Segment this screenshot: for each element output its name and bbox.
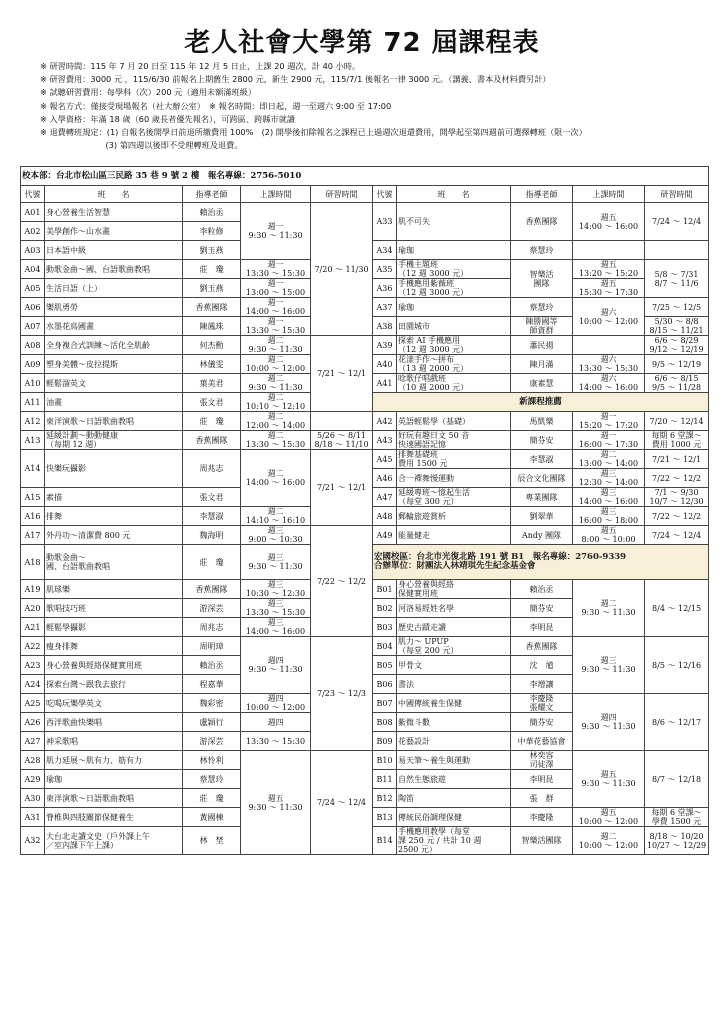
- table-cell: 唸歌仔唱戲班 （10 週 2000 元）: [397, 374, 511, 393]
- table-cell: B08: [373, 713, 397, 732]
- table-cell: B04: [373, 637, 397, 656]
- table-cell: 郵輪旅遊賞析: [397, 507, 511, 526]
- table-cell: 週一 14:00 ～ 16:00: [241, 298, 311, 317]
- table-cell: A27: [21, 732, 45, 751]
- table-cell: A42: [373, 412, 397, 431]
- table-cell: A29: [21, 770, 45, 789]
- table-cell: 週三 9:30 ～ 11:30: [241, 545, 311, 580]
- table-cell: 張文君: [183, 488, 241, 507]
- table-cell: 週二 10:10 ～ 12:10: [241, 393, 311, 412]
- table-cell: 動歌金曲～國、台語歌曲教唱: [45, 260, 183, 279]
- table-cell: A36: [373, 279, 397, 298]
- table-cell: 花漾手作～拼布 （13 週 2000 元）: [397, 355, 511, 374]
- table-cell: 莊 瓊: [183, 260, 241, 279]
- table-cell: A04: [21, 260, 45, 279]
- note-line: ※ 試聽研習費用：每學科（次）200 元（適用未額滿班級）: [40, 87, 257, 98]
- table-cell: A19: [21, 580, 45, 599]
- table-cell: 何杰勳: [183, 336, 241, 355]
- table-cell: A23: [21, 656, 45, 675]
- table-cell: 週一 13:30 ～ 15:30: [241, 260, 311, 279]
- table-cell: 周兆志: [183, 450, 241, 488]
- table-cell: 週五 9:30 ～ 11:30: [241, 751, 311, 855]
- table-cell: 瘦身排舞: [45, 637, 183, 656]
- column-header: 代號: [373, 186, 397, 203]
- table-cell: 每期 6 堂課～ 學費 1500 元: [645, 808, 709, 827]
- table-cell: 週三 14:00 ～ 16:00: [573, 488, 645, 507]
- table-cell: 西洋歌曲快樂唱: [45, 713, 183, 732]
- table-cell: 7/24 ～ 12/4: [645, 526, 709, 545]
- table-cell: 週五 8:00 ～ 10:00: [573, 526, 645, 545]
- note-line: ※ 入學資格：年滿 18 歲（60 歲長者優先報名），可跨區、跨縣市就讀: [40, 113, 296, 124]
- table-cell: 香蕉團隊: [183, 298, 241, 317]
- column-header: 指導老師: [511, 186, 573, 203]
- table-cell: 週二 9:30 ～ 11:30: [241, 336, 311, 355]
- table-cell: 週五 10:00 ～ 12:00: [573, 808, 645, 827]
- table-cell: 香蕉團隊: [511, 637, 573, 656]
- table-cell: 週二 10:00 ～ 12:00: [573, 827, 645, 855]
- table-cell: 週四: [241, 713, 311, 732]
- table-cell: 張文君: [183, 393, 241, 412]
- table-cell: 13:30 ～ 15:30: [241, 732, 311, 751]
- table-cell: 油畫: [45, 393, 183, 412]
- table-cell: A40: [373, 355, 397, 374]
- table-cell: 週五 13:20 ～ 15:20: [573, 260, 645, 279]
- table-cell: 莊 瓊: [183, 545, 241, 580]
- table-cell: 週五 14:00 ～ 16:00: [573, 203, 645, 241]
- table-cell: 魏海明: [183, 526, 241, 545]
- table-cell: 蔡慧玲: [183, 770, 241, 789]
- table-cell: 瑜珈: [397, 298, 511, 317]
- table-cell: 中華花藝協會: [511, 732, 573, 751]
- table-cell: 神采歌唱: [45, 732, 183, 751]
- table-cell: 陳月滿: [511, 355, 573, 374]
- table-cell: 水墨花鳥國畫: [45, 317, 183, 336]
- table-cell: 週三 9:00 ～ 10:30: [241, 526, 311, 545]
- note-line: (3) 第四週以後即不受理轉班及退費。: [40, 140, 243, 151]
- column-header: 班 名: [45, 186, 183, 203]
- table-cell: 陳勝國等 師資群: [511, 317, 573, 336]
- table-cell: 蔡慧玲: [511, 298, 573, 317]
- table-cell: 康素慧: [511, 374, 573, 393]
- table-cell: A08: [21, 336, 45, 355]
- table-cell: 田園城市: [397, 317, 511, 336]
- table-cell: A14: [21, 450, 45, 488]
- table-cell: B03: [373, 618, 397, 637]
- table-cell: 週三 16:00 ～ 18:00: [573, 507, 645, 526]
- table-cell: Andy 團隊: [511, 526, 573, 545]
- table-cell: 手機應用教學（每堂 課 250 元 / 共計 10 週 2500 元）: [397, 827, 511, 855]
- table-cell: 好玩有趣日文 50 音 快速國語記憶: [397, 431, 511, 450]
- table-cell: 週二 9:30 ～ 11:30: [241, 374, 311, 393]
- table-cell: 5/8 ～ 7/31 8/7 ～ 11/6: [645, 260, 709, 298]
- table-cell: 7/21 ～ 12/1: [311, 450, 373, 526]
- new-course-banner: 新課程推薦: [373, 393, 709, 412]
- table-cell: [573, 336, 645, 355]
- table-cell: 週一 16:00 ～ 17:30: [573, 431, 645, 450]
- table-cell: 李粒修: [183, 222, 241, 241]
- table-cell: 週二 13:30 ～ 15:30: [241, 431, 311, 450]
- table-cell: 週二 12:00 ～ 14:00: [241, 412, 311, 431]
- table-cell: 外丹功～清潔費 800 元: [45, 526, 183, 545]
- table-cell: 劉玉燕: [183, 241, 241, 260]
- table-cell: B13: [373, 808, 397, 827]
- table-cell: 週一 9:30 ～ 11:30: [241, 203, 311, 260]
- table-cell: A25: [21, 694, 45, 713]
- table-cell: 7/22 ～ 12/2: [645, 507, 709, 526]
- column-header: 研習時間: [311, 186, 373, 203]
- table-cell: 東洋演歌～日語歌曲教唱: [45, 412, 183, 431]
- table-cell: 歌唱技巧班: [45, 599, 183, 618]
- page-title: 老人社會大學第 72 屆課程表: [184, 28, 540, 58]
- table-cell: 瑜珈: [45, 770, 183, 789]
- table-cell: 紫微斗數: [397, 713, 511, 732]
- table-cell: 週二 14:00 ～ 16:00: [241, 450, 311, 507]
- table-cell: 7/25 ～ 12/5: [645, 298, 709, 317]
- table-cell: A06: [21, 298, 45, 317]
- table-cell: 大台北走讀文史（戶外課上午 ／室內課下午上課）: [45, 827, 183, 855]
- campus-banner: 宏國校區：台北市光復北路 191 號 B1 報名專線：2760-9339 合辦單位：財團法人林靖琪先生紀念基金會: [373, 545, 709, 580]
- table-cell: 身心營養生活智慧: [45, 203, 183, 222]
- table-cell: 日本語中級: [45, 241, 183, 260]
- table-cell: 輕鬆溜英文: [45, 374, 183, 393]
- table-cell: B06: [373, 675, 397, 694]
- table-cell: 週五 15:30 ～ 17:30: [573, 279, 645, 298]
- table-cell: 歷史古蹟走讀: [397, 618, 511, 637]
- table-cell: 週四 9:30 ～ 11:30: [573, 694, 645, 751]
- table-cell: A13: [21, 431, 45, 450]
- table-row: [21, 186, 709, 203]
- table-cell: 7/20 ～ 11/30: [311, 203, 373, 336]
- table-cell: 簡芬安: [511, 431, 573, 450]
- table-cell: A26: [21, 713, 45, 732]
- table-cell: B14: [373, 827, 397, 855]
- table-cell: A41: [373, 374, 397, 393]
- table-cell: 脊椎與四肢關節保健養生: [45, 808, 183, 827]
- column-header: 班 名: [397, 186, 511, 203]
- table-cell: 智樂活團隊: [511, 827, 573, 855]
- table-cell: 劉玉燕: [183, 279, 241, 298]
- table-cell: 8/6 ～ 12/17: [645, 694, 709, 751]
- table-cell: 6/6 ～ 8/29 9/12 ～ 12/19: [645, 336, 709, 355]
- table-cell: 賴治丞: [183, 203, 241, 222]
- table-cell: B09: [373, 732, 397, 751]
- table-cell: 週六 13:30 ～ 15:30: [573, 355, 645, 374]
- table-cell: A17: [21, 526, 45, 545]
- table-cell: 8/7 ～ 12/18: [645, 751, 709, 808]
- table-cell: 英語輕鬆學（基礎）: [397, 412, 511, 431]
- table-cell: A39: [373, 336, 397, 355]
- table-cell: A31: [21, 808, 45, 827]
- note-line: ※ 研習時間：115 年 7 月 20 日至 115 年 12 月 5 日止，上課 20 週次，計 40 小時。: [40, 61, 361, 71]
- table-cell: 香蕉團隊: [183, 431, 241, 450]
- table-cell: 手機主題班 （12 週 3000 元）: [397, 260, 511, 279]
- table-cell: 香蕉團隊: [511, 203, 573, 241]
- table-cell: A05: [21, 279, 45, 298]
- table-cell: 游深芸: [183, 599, 241, 618]
- table-row: [21, 450, 709, 469]
- banner-main-campus: 校本部：台北市松山區三民路 35 巷 9 號 2 樓 報名專線：2756-5010: [21, 167, 709, 186]
- table-cell: A28: [21, 751, 45, 770]
- table-cell: 陳鳳珠: [183, 317, 241, 336]
- table-cell: 陶笛: [397, 789, 511, 808]
- table-cell: 自然生態旅遊: [397, 770, 511, 789]
- table-cell: A07: [21, 317, 45, 336]
- table-cell: 週三 12:30 ～ 14:00: [573, 469, 645, 488]
- table-cell: A33: [373, 203, 397, 241]
- table-cell: A48: [373, 507, 397, 526]
- table-cell: A30: [21, 789, 45, 808]
- table-cell: 林怜利: [183, 751, 241, 770]
- table-cell: 7/21 ～ 12/1: [311, 336, 373, 412]
- table-cell: 全身複合式訓練～活化全肌齡: [45, 336, 183, 355]
- table-cell: 週二 10:00 ～ 12:00: [241, 355, 311, 374]
- table-cell: 週三 9:30 ～ 11:30: [573, 637, 645, 694]
- table-row: [21, 336, 709, 355]
- table-cell: A15: [21, 488, 45, 507]
- table-cell: A21: [21, 618, 45, 637]
- table-row: [21, 431, 709, 450]
- table-cell: 樂肌勇勞: [45, 298, 183, 317]
- table-cell: 週四 10:00 ～ 12:00: [241, 694, 311, 713]
- table-cell: 身心營養與經絡保健實用班: [45, 656, 183, 675]
- table-cell: 林儀雯: [183, 355, 241, 374]
- table-cell: 探索 AI 手機應用 （12 週 3000 元）: [397, 336, 511, 355]
- table-cell: 肌力延展～肌有力、筋有力: [45, 751, 183, 770]
- table-cell: 香蕉團隊: [183, 580, 241, 599]
- table-cell: A35: [373, 260, 397, 279]
- table-cell: B10: [373, 751, 397, 770]
- table-cell: 河洛易經姓名學: [397, 599, 511, 618]
- table-cell: 能量健走: [397, 526, 511, 545]
- table-cell: A37: [373, 298, 397, 317]
- table-cell: 7/24 ～ 12/4: [311, 751, 373, 855]
- table-row: [21, 412, 709, 431]
- table-cell: 身心營養與經絡 保健實用班: [397, 580, 511, 599]
- table-cell: 李慧淑: [511, 450, 573, 469]
- table-cell: 甲骨文: [397, 656, 511, 675]
- table-cell: A34: [373, 241, 397, 260]
- table-cell: 瑜珈: [397, 241, 511, 260]
- table-cell: 李明昆: [511, 770, 573, 789]
- notes-block: [40, 60, 710, 152]
- table-cell: 李慶隆 張耀文: [511, 694, 573, 713]
- table-cell: B02: [373, 599, 397, 618]
- table-cell: 葉美君: [183, 374, 241, 393]
- table-cell: A47: [373, 488, 397, 507]
- column-header: 指導老師: [183, 186, 241, 203]
- table-cell: 劉翠華: [511, 507, 573, 526]
- table-cell: 賴治丞: [183, 656, 241, 675]
- column-header: 研習時間: [645, 186, 709, 203]
- table-cell: A43: [373, 431, 397, 450]
- table-cell: A02: [21, 222, 45, 241]
- table-cell: 7/24 ～ 12/4: [645, 203, 709, 241]
- table-cell: 周兆志: [183, 618, 241, 637]
- table-cell: 週三 10:30 ～ 12:30: [241, 580, 311, 599]
- table-cell: 中國傳統養生保健: [397, 694, 511, 713]
- table-cell: 5/30 ～ 8/8 8/15 ～ 11/21: [645, 317, 709, 336]
- table-cell: 8/5 ～ 12/16: [645, 637, 709, 694]
- table-cell: 肌力～ UPUP （每堂 200 元）: [397, 637, 511, 656]
- table-cell: 週一 15:20 ～ 17:20: [573, 412, 645, 431]
- table-cell: 延緩專班～憶起生活 （每堂 300 元）: [397, 488, 511, 507]
- table-cell: B07: [373, 694, 397, 713]
- table-cell: B01: [373, 580, 397, 599]
- table-cell: 馬凱樂: [511, 412, 573, 431]
- table-cell: 賴治丞: [511, 580, 573, 599]
- table-cell: A49: [373, 526, 397, 545]
- table-cell: 7/23 ～ 12/3: [311, 637, 373, 751]
- table-cell: 週二 13:00 ～ 14:00: [573, 450, 645, 469]
- table-cell: 8/18 ～ 10/20 10/27 ～ 12/29: [645, 827, 709, 855]
- table-cell: 週三 13:30 ～ 15:30: [241, 599, 311, 618]
- table-cell: 李慶隆: [511, 808, 573, 827]
- table-cell: B11: [373, 770, 397, 789]
- table-cell: 生活日語（上）: [45, 279, 183, 298]
- table-cell: 週六 10:00 ～ 12:00: [573, 298, 645, 336]
- table-cell: A46: [373, 469, 397, 488]
- table-cell: 快樂玩攝影: [45, 450, 183, 488]
- table-cell: 探索台灣～跟我去旅行: [45, 675, 183, 694]
- table-cell: 週二 14:10 ～ 16:10: [241, 507, 311, 526]
- table-cell: 7/21 ～ 12/1: [645, 450, 709, 469]
- table-row: [21, 203, 709, 222]
- table-cell: 李增讓: [511, 675, 573, 694]
- column-header: 代號: [21, 186, 45, 203]
- table-cell: 肌不可失: [397, 203, 511, 241]
- table-cell: 7/1 ～ 9/30 10/7 ～ 12/30: [645, 488, 709, 507]
- table-cell: 莊 瓊: [183, 412, 241, 431]
- table-cell: 輕鬆學攝影: [45, 618, 183, 637]
- table-cell: 蔡慧玲: [511, 241, 573, 260]
- table-cell: A03: [21, 241, 45, 260]
- table-cell: A16: [21, 507, 45, 526]
- table-cell: 週二 9:30 ～ 11:30: [573, 580, 645, 637]
- table-cell: 盧穎行: [183, 713, 241, 732]
- table-cell: 週四 9:30 ～ 11:30: [241, 637, 311, 694]
- note-line: ※ 研習費用：3000 元 ，115/6/30 前報名上期舊生 2800 元，新生 2900 元，115/7/1 後報名一律 3000 元。（講義、書本及材料費另計）: [40, 74, 551, 85]
- table-cell: 手機應用紫薇班 （12 週 3000 元）: [397, 279, 511, 298]
- table-cell: 蕭民揚: [511, 336, 573, 355]
- table-cell: 週一 13:00 ～ 15:00: [241, 279, 311, 298]
- table-cell: 排舞基礎班 費用 1500 元: [397, 450, 511, 469]
- table-cell: 周明璋: [183, 637, 241, 656]
- table-cell: 林奕容 司徒澤: [511, 751, 573, 770]
- table-row: [21, 751, 709, 770]
- table-cell: 6/6 ～ 8/15 9/5 ～ 11/28: [645, 374, 709, 393]
- table-cell: 智樂活 團隊: [511, 260, 573, 298]
- table-cell: B12: [373, 789, 397, 808]
- table-cell: 排舞: [45, 507, 183, 526]
- table-cell: 週三 14:00 ～ 16:00: [241, 618, 311, 637]
- table-cell: 5/26 ～ 8/11 8/18 ～ 11/10: [311, 431, 373, 450]
- table-cell: 書法: [397, 675, 511, 694]
- table-cell: 易天筆～養生與運動: [397, 751, 511, 770]
- table-cell: 7/22 ～ 12/2: [311, 526, 373, 637]
- table-cell: A01: [21, 203, 45, 222]
- table-cell: A18: [21, 545, 45, 580]
- table-cell: A09: [21, 355, 45, 374]
- table-cell: 黃國棟: [183, 808, 241, 827]
- table-cell: A11: [21, 393, 45, 412]
- table-cell: 素描: [45, 488, 183, 507]
- table-cell: 辰合文化團隊: [511, 469, 573, 488]
- table-cell: 沈 馗: [511, 656, 573, 675]
- table-cell: 李慧淑: [183, 507, 241, 526]
- table-cell: [645, 241, 709, 260]
- table-cell: 週六 14:00 ～ 16:00: [573, 374, 645, 393]
- table-cell: 傳統民俗調理保健: [397, 808, 511, 827]
- table-cell: 延緩計劃～動動健康 （每期 12 週）: [45, 431, 183, 450]
- table-cell: 程嘉華: [183, 675, 241, 694]
- table-cell: 美學創作～山水畫: [45, 222, 183, 241]
- table-cell: 林 埜: [183, 827, 241, 855]
- note-line: ※ 退費轉班規定：(1) 自報名後開學日前退所繳費用 100% (2) 開學後扣除報名之課程已上過週次退還費用，開學起至第四週前可選擇轉班（限一次）: [40, 127, 587, 138]
- table-cell: 花藝設計: [397, 732, 511, 751]
- table-cell: A38: [373, 317, 397, 336]
- table-cell: 週一 13:30 ～ 15:30: [241, 317, 311, 336]
- table-cell: 8/4 ～ 12/15: [645, 580, 709, 637]
- table-cell: [311, 412, 373, 431]
- column-header: 上課時間: [241, 186, 311, 203]
- table-cell: 李明昆: [511, 618, 573, 637]
- table-cell: 7/20 ～ 12/14: [645, 412, 709, 431]
- table-row: [21, 526, 709, 545]
- table-cell: A45: [373, 450, 397, 469]
- column-header: 上課時間: [573, 186, 645, 203]
- table-cell: 簡芬安: [511, 713, 573, 732]
- table-cell: 塑身美體～皮拉提斯: [45, 355, 183, 374]
- table-cell: 莊 瓊: [183, 789, 241, 808]
- table-row: [21, 637, 709, 656]
- table-cell: A10: [21, 374, 45, 393]
- table-cell: A22: [21, 637, 45, 656]
- table-cell: A20: [21, 599, 45, 618]
- table-row: [21, 167, 709, 186]
- table-cell: 專業團隊: [511, 488, 573, 507]
- note-line: ※ 報名方式：僅接受現場報名（社大辦公室） ※ 報名時間：即日起，週一至週六 9:00 至 17:00: [40, 100, 392, 111]
- table-cell: 每期 6 堂課～ 費用 1000 元: [645, 431, 709, 450]
- table-cell: A32: [21, 827, 45, 855]
- table-cell: 東洋演歌～日語歌曲教唱: [45, 789, 183, 808]
- table-cell: 9/5 ～ 12/19: [645, 355, 709, 374]
- table-cell: 合一禪舞慢運動: [397, 469, 511, 488]
- table-cell: A12: [21, 412, 45, 431]
- table-cell: 游深芸: [183, 732, 241, 751]
- table-cell: 張 群: [511, 789, 573, 808]
- table-cell: 肌球樂: [45, 580, 183, 599]
- schedule-table: [20, 166, 709, 855]
- table-cell: 簡芬安: [511, 599, 573, 618]
- table-cell: 吃喝玩樂學英文: [45, 694, 183, 713]
- table-cell: 動歌金曲～ 國、台語歌曲教唱: [45, 545, 183, 580]
- table-cell: A24: [21, 675, 45, 694]
- table-cell: 魏彩密: [183, 694, 241, 713]
- table-cell: B05: [373, 656, 397, 675]
- table-cell: 7/22 ～ 12/2: [645, 469, 709, 488]
- table-cell: [573, 241, 645, 260]
- table-cell: 週五 9:30 ～ 11:30: [573, 751, 645, 808]
